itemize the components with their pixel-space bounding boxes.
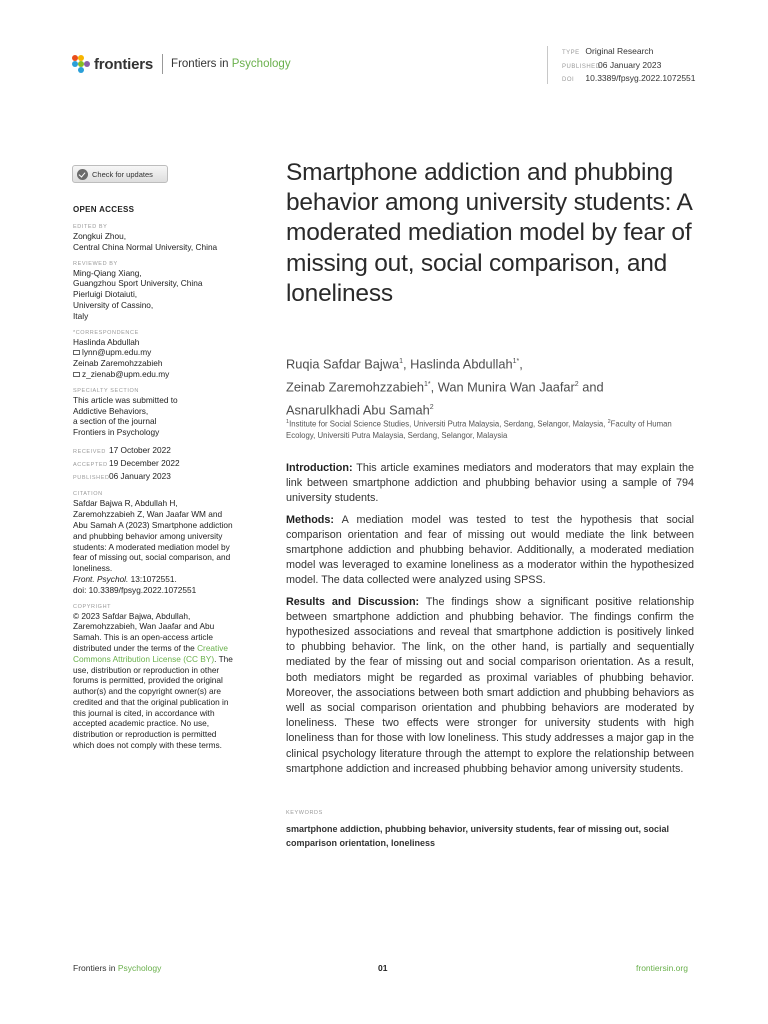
citation-line: Safdar Bajwa R, Abdullah H, xyxy=(73,498,178,509)
check-for-updates-button[interactable] xyxy=(72,165,168,183)
copyright-line: which does not comply with these terms. xyxy=(73,740,222,751)
article-meta xyxy=(547,46,696,84)
license-link[interactable]: Creative xyxy=(197,642,228,653)
correspondent-name: Haslinda Abdullah xyxy=(73,336,140,347)
author[interactable]: Wan Munira Wan Jaafar xyxy=(437,379,575,395)
author[interactable]: Ruqia Safdar Bajwa xyxy=(286,356,400,372)
specialty-line: Frontiers in Psychology xyxy=(73,427,160,438)
citation-heading: CITATION xyxy=(73,491,103,498)
journal-name[interactable]: Frontiers in Psychology xyxy=(171,58,291,70)
license-link[interactable]: Commons Attribution License (CC BY) xyxy=(73,653,215,664)
received-date: RECEIVED 17 October 2022 xyxy=(73,444,171,455)
author[interactable]: Asnarulkhadi Abu Samah xyxy=(286,401,430,417)
abstract-methods: Methods: A mediation model was tested to test the hypothesis that social comparison orientation and fear of missing out would mediate the link between smartphone addiction and phubbing behavior. Additionally, a moderated mediation model was leveraged to examine loneliness as a moderator within the hypothesized model. The data collected were analyzed using SPSS. xyxy=(286,513,694,587)
copyright-line: Commons Attribution License (CC BY). The xyxy=(73,653,233,664)
copyright-line: forums is permitted, provided the original xyxy=(73,675,223,686)
correspondent-name: Zeinab Zaremohzzabieh xyxy=(73,358,163,369)
citation-line: Zaremohzzabieh Z, Wan Jaafar WM and xyxy=(73,509,223,520)
type-key: TYPE xyxy=(562,50,580,56)
open-access-label: OPEN ACCESS xyxy=(73,205,135,214)
brand-name: frontiers xyxy=(94,55,154,73)
author[interactable]: Zeinab Zaremohzzabieh xyxy=(286,379,424,395)
specialty-line: a section of the journal xyxy=(73,416,157,427)
specialty-heading: SPECIALTY SECTION xyxy=(73,387,139,394)
affiliations: $^1$Institute for Social Science Studies, Universiti Putra Malaysia, Serdang, Selangor, Malaysia, $^2$Faculty of Human Ecology, Universiti Putra Malaysia, Serdang, Selangor, Malaysia xyxy=(286,419,672,440)
copyright-line: credited and that the original publication in xyxy=(73,696,229,707)
mail-icon xyxy=(73,372,80,377)
citation-line: students: A moderated mediation model by xyxy=(73,541,230,552)
editor-line: Zongkui Zhou, xyxy=(73,231,127,241)
published-date: PUBLISHED 06 January 2023 xyxy=(73,470,171,481)
keywords: smartphone addiction, phubbing behavior, university students, fear of missing out, social comparison orientation, loneliness xyxy=(286,824,670,848)
citation-doi[interactable]: doi: 10.3389/fpsyg.2022.1072551 xyxy=(73,584,197,595)
copyright-line: author(s) and the copyright owner(s) are xyxy=(73,686,222,697)
frontiers-logo[interactable] xyxy=(72,52,291,76)
keywords-heading: KEYWORDS xyxy=(286,810,323,816)
footer-journal[interactable]: Frontiers in Psychology xyxy=(73,963,162,973)
correspondent-email[interactable]: lynn@upm.edu.my xyxy=(73,347,259,358)
author[interactable]: Haslinda Abdullah xyxy=(410,356,513,372)
specialty-line: Addictive Behaviors, xyxy=(73,405,149,416)
frontiers-logo-icon xyxy=(72,55,90,73)
accepted-date: ACCEPTED 19 December 2022 xyxy=(73,457,180,468)
reviewed-by-heading: REVIEWED BY xyxy=(73,260,118,267)
copyright-line: distributed under the terms of the Creative xyxy=(73,642,228,653)
copyright-line: © 2023 Safdar Bajwa, Abdullah, xyxy=(73,610,191,621)
article-title: Smartphone addiction and phubbing behavior among university students: A moderated mediation model by fear of missing out, social comparison, and loneliness xyxy=(286,159,692,307)
editor-line: Central China Normal University, China xyxy=(73,241,218,252)
correspondence-heading: *CORRESPONDENCE xyxy=(73,329,139,336)
check-icon xyxy=(77,169,88,180)
abstract-introduction: Introduction: This article examines mediators and moderators that may explain the link between smartphone addiction and phubbing behavior using a sample of 794 university students. xyxy=(286,462,694,505)
citation-journal: Front. Psychol. 13:1072551. xyxy=(73,573,177,584)
check-for-updates-label: Check for updates xyxy=(92,169,153,179)
citation-line: Abu Samah A (2023) Smartphone addiction xyxy=(73,519,233,530)
type-value: Original Research xyxy=(585,46,654,56)
copyright-line: accepted academic practice. No use, xyxy=(73,718,210,729)
edited-by-heading: EDITED BY xyxy=(73,224,108,230)
doi-value[interactable]: 10.3389/fpsyg.2022.1072551 xyxy=(585,73,696,83)
specialty-line: This article was submitted to xyxy=(73,394,178,405)
mail-icon xyxy=(73,350,80,355)
copyright-heading: COPYRIGHT xyxy=(73,603,112,610)
abstract-results: Results and Discussion: The findings show a significant positive relationship between smartphone addiction and phubbing behavior. The findings confirm the hypothesized associations and reveal that smartphone addiction is positively linked to phubbing behavior. The link, on the other hand, is partially and sequentially mediated by the fear of missing out and social comparison orientation. As a result, both mediators might be regarded as proximal variables of phubbing behavior. Moreover, the associations between both smart addiction and phubbing behaviors as well as social comparison orientation and phubbing behaviors are moderated by loneliness. These two effects were stronger for university students with high loneliness than for those with low loneliness. This study addresses a major gap in the clinical psychology literature through the attempt to explore the relationship between smartphone addiction and increased phubbing behavior among university students. xyxy=(286,595,694,775)
footer-site-link[interactable]: frontiersin.org xyxy=(636,963,688,973)
published-key: PUBLISHED xyxy=(562,63,601,70)
copyright-line: this journal is cited, in accordance with xyxy=(73,707,215,718)
published-value: 06 January 2023 xyxy=(598,59,662,70)
reviewer-line: Pierluigi Diotaiuti, xyxy=(73,289,138,300)
reviewer-line: Ming-Qiang Xiang, xyxy=(73,267,142,278)
copyright-line: use, distribution or reproduction in other xyxy=(73,664,220,675)
correspondent-email[interactable]: z_zienab@upm.edu.my xyxy=(73,369,259,380)
reviewer-line: University of Cassino, xyxy=(73,299,154,310)
doi-key: DOI xyxy=(562,77,575,83)
logo-divider xyxy=(162,54,163,74)
reviewer-line: Guangzhou Sport University, China xyxy=(73,278,203,289)
citation-line: loneliness. xyxy=(73,563,113,574)
copyright-line: distribution or reproduction is permitted xyxy=(73,729,217,740)
sidebar xyxy=(73,205,259,751)
citation-line: fear of missing out, social comparison, and xyxy=(73,552,231,563)
author-list: Ruqia Safdar Bajwa$^1$, Haslinda Abdullah$^{1*}$, Zeinab Zaremohzzabieh$^{1*}$, Wan Munira Wan Jaafar$^2$ and Asnarulkhadi Abu Samah$^2$ xyxy=(286,356,604,417)
copyright-line: Samah. This is an open-access article xyxy=(73,632,214,643)
abstract xyxy=(286,461,694,783)
citation-line: and phubbing behavior among university xyxy=(73,530,223,541)
copyright-line: Zaremohzzabieh, Wan Jaafar and Abu xyxy=(73,621,215,632)
reviewer-line: Italy xyxy=(73,310,89,321)
page-number: 01 xyxy=(378,963,388,973)
